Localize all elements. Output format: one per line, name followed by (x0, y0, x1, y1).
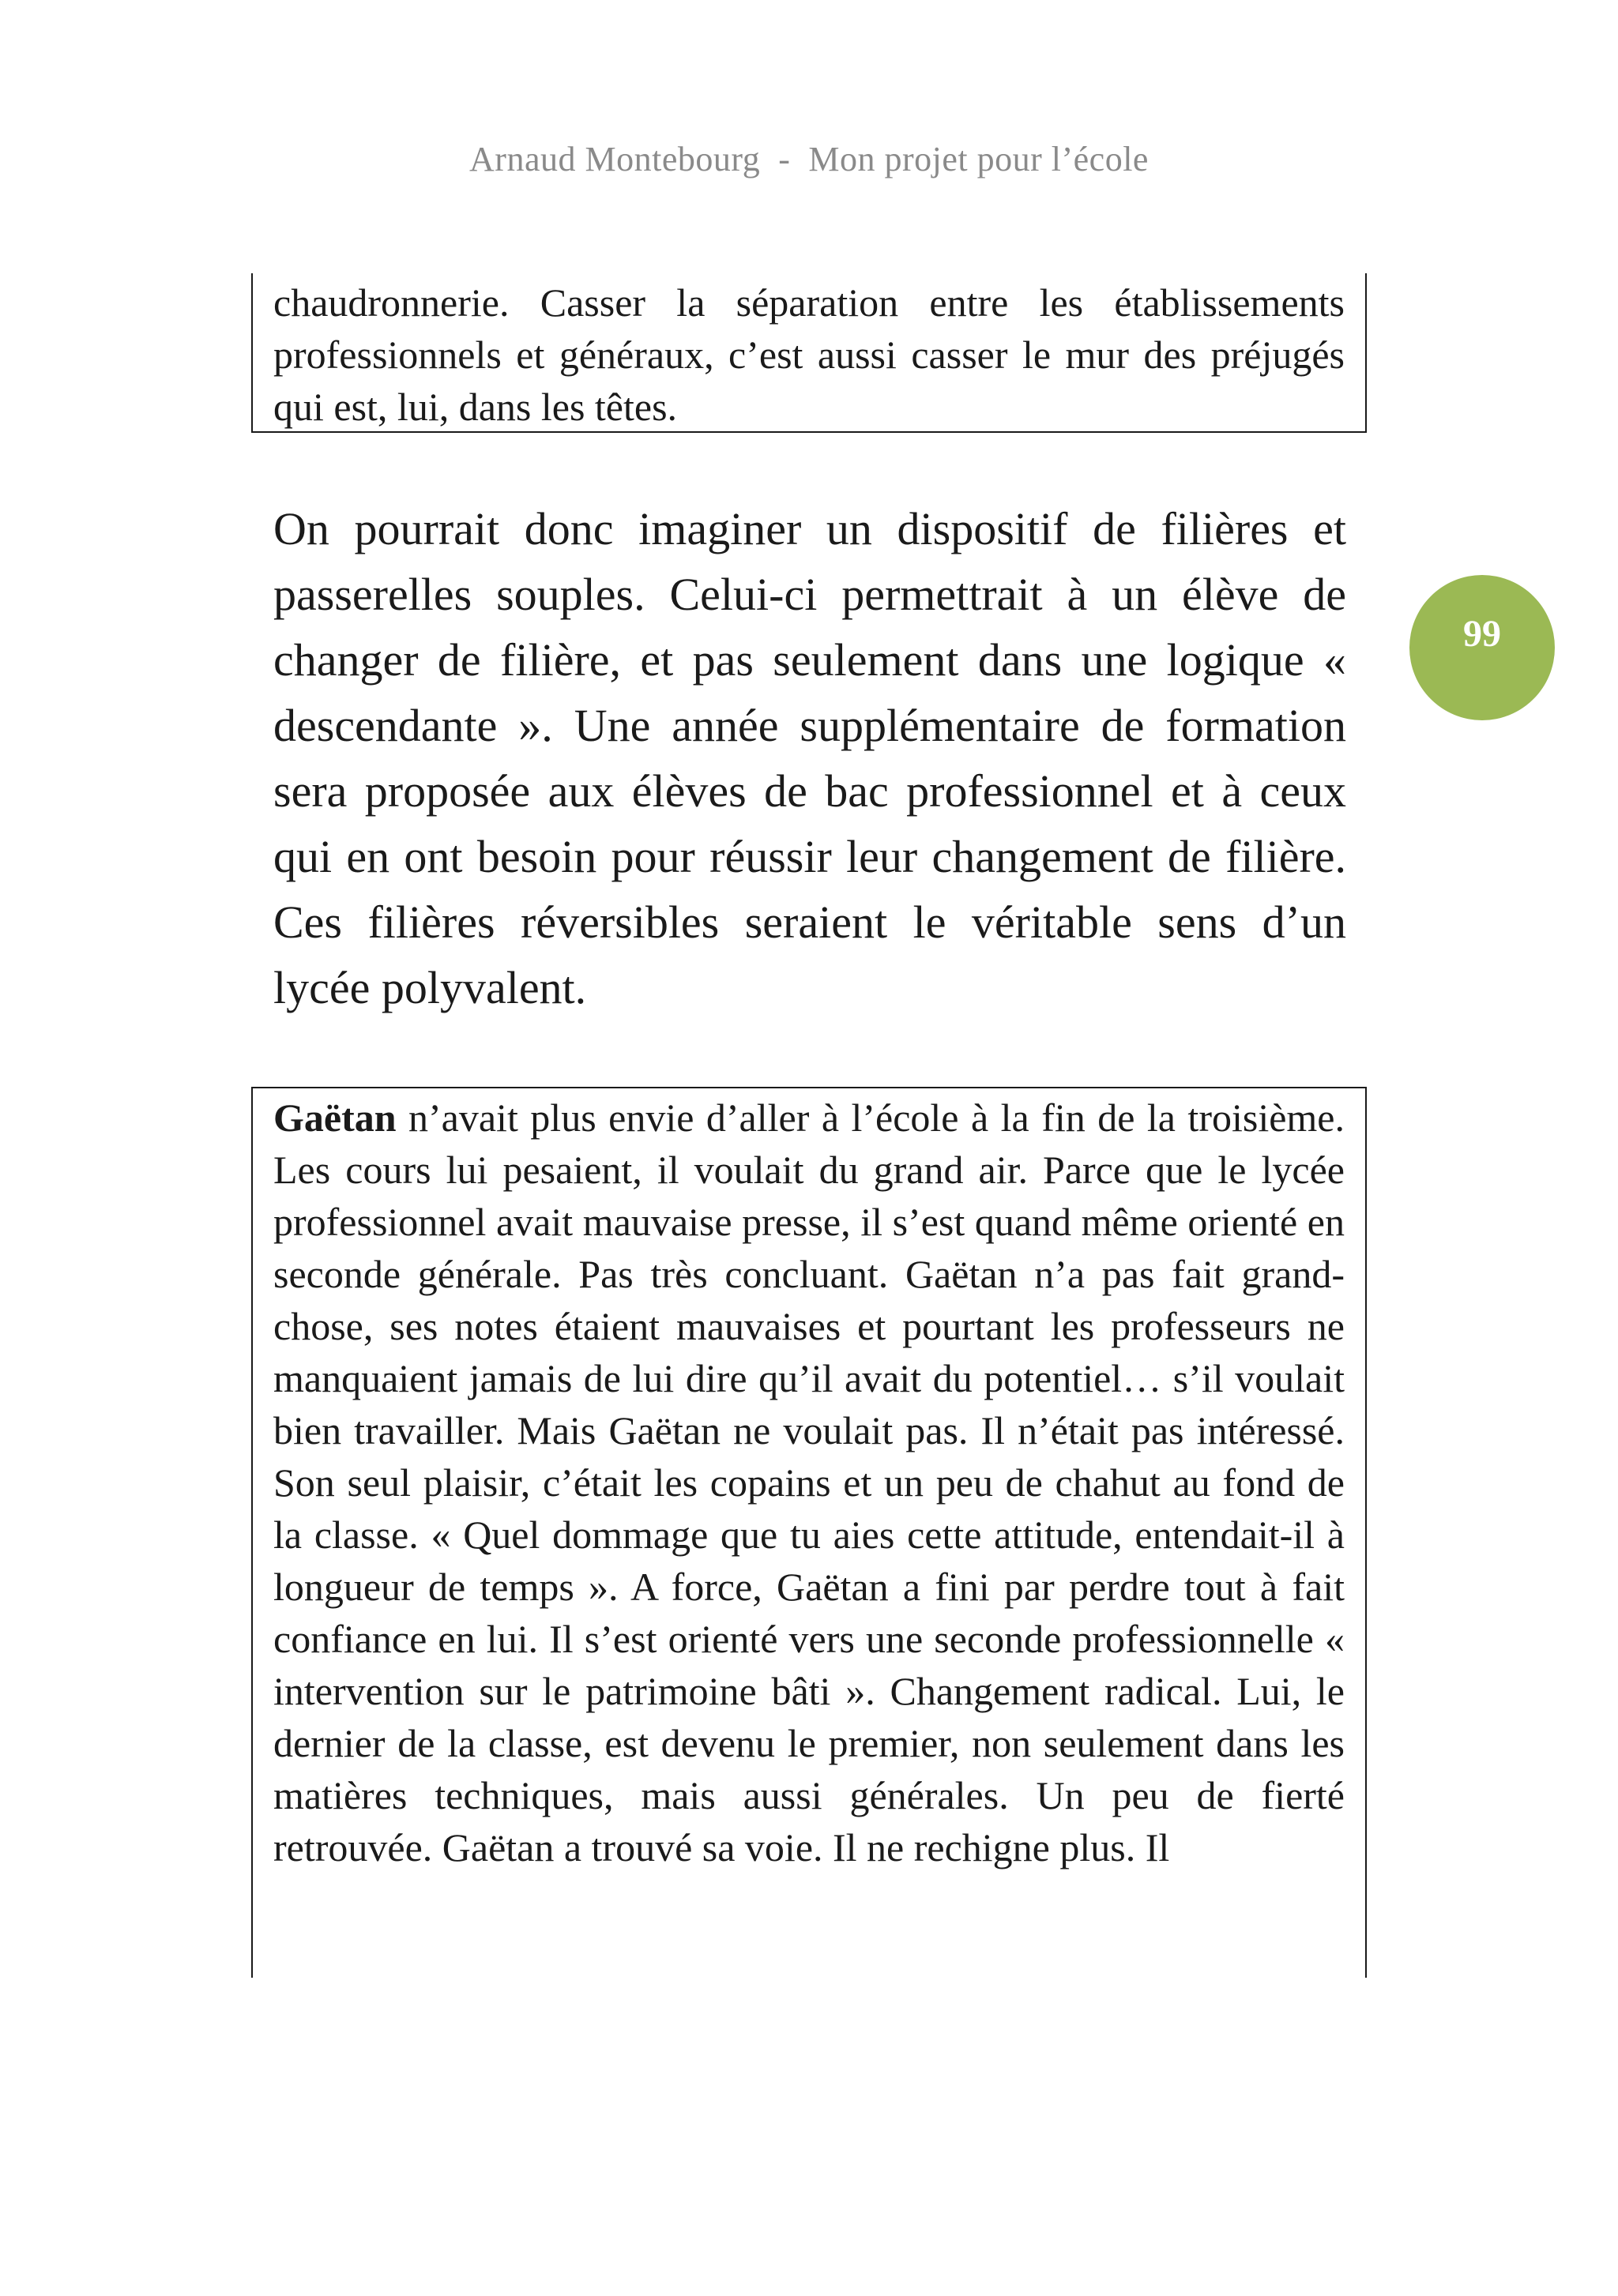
running-header: Arnaud Montebourg - Mon projet pour l’école (469, 140, 1149, 178)
page-number-badge: 99 (1409, 575, 1555, 720)
story-text: n’avait plus envie d’aller à l’école à la fin de la troisième. Les cours lui pesaient, il voulait du grand air. Parce que le lycée professionnel avait mauvaise presse, il s’est quand même orienté en seconde générale. Pas très concluant. Gaëtan n’a pas fait grand-chose, ses notes étaient mauvaises et pourtant les professeurs ne manquaient jamais de lui dire qu’il avait du potentiel… s’il voulait bien travailler. Mais Gaëtan ne voulait pas. Il n’était pas intéressé. Son seul plaisir, c’était les copains et un peu de chahut au fond de la classe. « Quel dommage que tu aies cette attitude, entendait-il à longueur de temps ». A force, Gaëtan a fini par perdre tout à fait confiance en lui. Il s’est orienté vers une seconde professionnelle « intervention sur le patrimoine bâti ». Changement radical. Lui, le dernier de la classe, est devenu le premier, non seulement dans les matières techniques, mais aussi générales. Un peu de fierté retrouvée. Gaëtan a trouvé sa voie. Il ne rechigne plus. Il (273, 1095, 1345, 1869)
story-name: Gaëtan (273, 1095, 397, 1140)
body-paragraph-text: On pourrait donc imaginer un dispositif de filières et passerelles souples. Celui-ci permettrait à un élève de changer de filière, et pas seulement dans une logique « descendante ». Une année supplémentaire de formation sera proposée aux élèves de bac professionnel et à ceux qui en ont besoin pour réussir leur changement de filière. Ces filières réversibles seraient le véritable sens d’un lycée polyvalent. (273, 503, 1346, 1013)
boxed-excerpt-top (273, 276, 1345, 433)
boxed-story-paragraph (273, 1092, 1345, 1873)
boxed-excerpt-top-text: chaudronnerie. Casser la séparation entre les établissements professionnels et généraux, c’est aussi casser le mur des préjugés qui est, lui, dans les têtes. (273, 280, 1345, 429)
body-paragraph (273, 496, 1346, 1020)
boxed-story (273, 1092, 1345, 1873)
